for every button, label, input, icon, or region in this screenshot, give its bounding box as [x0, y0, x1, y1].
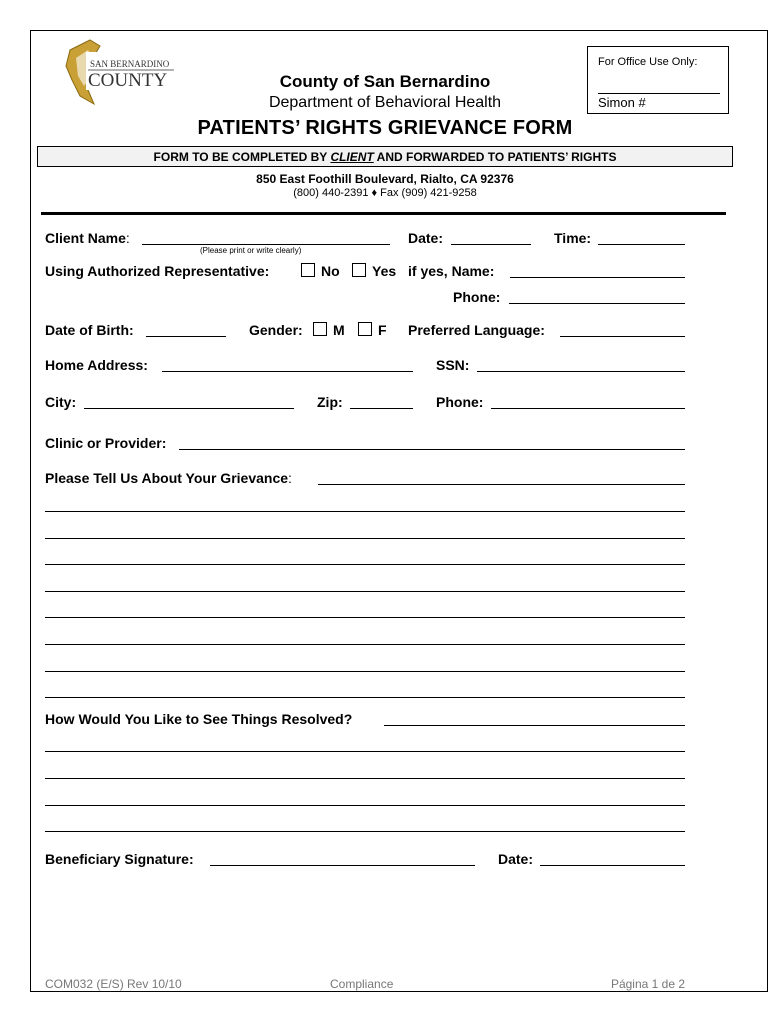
simon-number-label: Simon # [598, 95, 646, 110]
dob-label: Date of Birth: [45, 322, 134, 338]
resolution-line[interactable] [45, 778, 685, 779]
home-address-field[interactable] [162, 371, 413, 372]
grievance-line[interactable] [45, 538, 685, 539]
grievance-line[interactable] [45, 564, 685, 565]
gender-f-label: F [378, 322, 387, 338]
preferred-language-label: Preferred Language: [408, 322, 545, 338]
grievance-label: Please Tell Us About Your Grievance: [45, 470, 292, 486]
auth-rep-no-label: No [321, 263, 340, 279]
zip-field[interactable] [350, 408, 413, 409]
rep-name-field[interactable] [510, 277, 685, 278]
signature-date-field[interactable] [540, 865, 685, 866]
gender-label: Gender: [249, 322, 303, 338]
rep-name-label: if yes, Name: [408, 263, 495, 279]
resolution-line[interactable] [45, 751, 685, 752]
form-title: PATIENTS’ RIGHTS GRIEVANCE FORM [197, 117, 573, 139]
ssn-field[interactable] [477, 371, 685, 372]
date-label: Date: [408, 230, 444, 246]
office-address: 850 East Foothill Boulevard, Rialto, CA 92376 [256, 172, 514, 186]
time-label: Time: [554, 230, 592, 246]
city-field[interactable] [84, 408, 294, 409]
auth-rep-label: Using Authorized Representative: [45, 263, 270, 279]
logo-arc-text: SAN BERNARDINO [90, 59, 170, 69]
auth-rep-yes-label: Yes [372, 263, 397, 279]
signature-label: Beneficiary Signature: [45, 851, 194, 867]
dob-field[interactable] [146, 336, 226, 337]
form-code: COM032 (E/S) Rev 10/10 [45, 977, 182, 991]
auth-rep-no-checkbox[interactable] [301, 263, 315, 277]
client-name-field[interactable] [142, 244, 390, 245]
logo-word: COUNTY [88, 70, 168, 91]
signature-field[interactable] [210, 865, 475, 866]
client-phone-field[interactable] [491, 408, 685, 409]
grievance-line[interactable] [45, 697, 685, 698]
client-name-label: Client Name: [45, 230, 130, 246]
page-number: Página 1 de 2 [610, 977, 685, 991]
grievance-field[interactable] [318, 484, 685, 485]
grievance-line[interactable] [45, 591, 685, 592]
signature-date-label: Date: [498, 851, 534, 867]
resolution-label: How Would You Like to See Things Resolved? [45, 711, 353, 727]
time-field[interactable] [598, 244, 685, 245]
grievance-line[interactable] [45, 511, 685, 512]
clinic-label: Clinic or Provider: [45, 435, 167, 451]
resolution-line[interactable] [45, 805, 685, 806]
office-phones: (800) 440-2391 ♦ Fax (909) 421-9258 [293, 187, 477, 199]
ssn-label: SSN: [436, 357, 470, 373]
gender-m-label: M [333, 322, 345, 338]
rep-phone-label: Phone: [453, 289, 501, 305]
city-label: City: [45, 394, 77, 410]
grievance-line[interactable] [45, 671, 685, 672]
zip-label: Zip: [317, 394, 343, 410]
department-name: Department of Behavioral Health [268, 94, 502, 111]
client-phone-label: Phone: [436, 394, 484, 410]
auth-rep-yes-checkbox[interactable] [352, 263, 366, 277]
header-divider [41, 212, 726, 215]
resolution-field[interactable] [384, 725, 685, 726]
print-hint: (Please print or write clearly) [200, 246, 302, 255]
resolution-line[interactable] [45, 831, 685, 832]
client-emphasis: CLIENT [330, 150, 374, 164]
gender-m-checkbox[interactable] [313, 322, 327, 336]
grievance-line[interactable] [45, 644, 685, 645]
preferred-language-field[interactable] [560, 336, 685, 337]
gender-f-checkbox[interactable] [358, 322, 372, 336]
clinic-field[interactable] [179, 449, 685, 450]
county-name: County of San Bernardino [279, 72, 491, 91]
footer-department: Compliance [330, 977, 394, 991]
home-address-label: Home Address: [45, 357, 148, 373]
instruction-text: FORM TO BE COMPLETED BY CLIENT AND FORWARDED TO PATIENTS’ RIGHTS [153, 150, 617, 164]
date-field[interactable] [451, 244, 531, 245]
grievance-line[interactable] [45, 617, 685, 618]
office-use-label: For Office Use Only: [598, 56, 698, 68]
rep-phone-field[interactable] [509, 303, 685, 304]
